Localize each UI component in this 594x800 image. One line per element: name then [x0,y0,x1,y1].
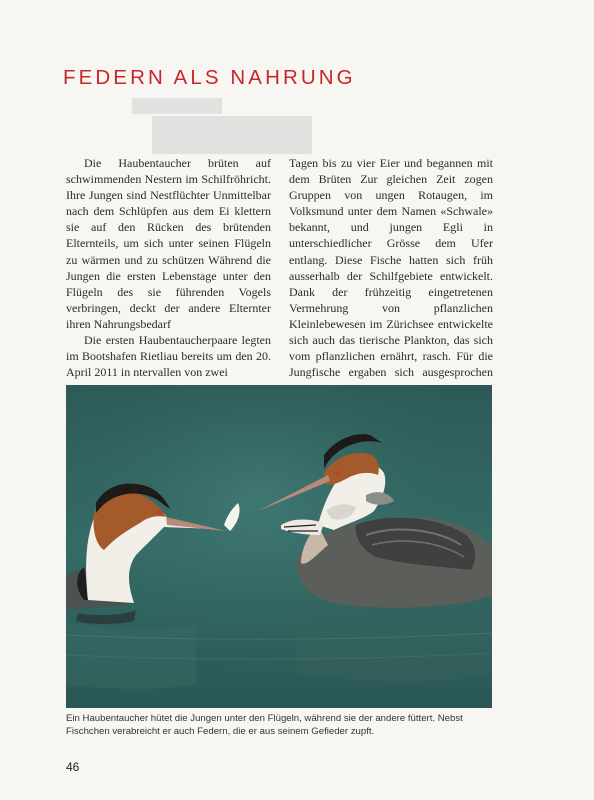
water-reflection [296,611,492,682]
paragraph: Tagen bis zu vier Eier und begannen mit dem Brüten Zur gleichen Zeit zogen Gruppen von ungen Rotaugen, im Volksmund unter dem Namen «Schwale» bekannt, und jungen Egli in unterschiedlicher Grösse dem Ufer entlang. Diese Fische hatten sich früh ausserhalb der Schilfgebiete entwickelt. Dank der frühzeitig eingetretenen Vermehrung von pflanzlichen Kleinlebewesen im Zürichsee entwickelte sich auch das tierische Plankton, das sich vom pflanzlichen ernährt, rasch. Für die Jungfische ergaben sich ausgesprochen [289,156,493,380]
grebe-photo [66,385,492,708]
paragraph: Die Haubentaucher brüten auf schwimmenden Nestern im Schilfröhricht. Ihre Jungen sind Nestflüchter Unmittelbar nach dem Schlüpfen aus dem Ei klettern sie auf den Rücken des brütenden Elternteils, um sich unter seinen Flügeln zu wärmen und zu schützen Während die Jungen die ersten Lebenstage unter den Flügeln des sie führenden Vogels verbringen, deckt der andere Elternter ihren Nahrungsbedarf [66,156,271,331]
page-number: 46 [66,760,80,774]
grebe-photo-illustration [66,385,492,708]
text-column-right [289,155,493,396]
paragraph: Die ersten Haubentaucherpaare legten im Bootshafen Rietliau bereits um den 20. April 2011 in ntervallen von zwei [66,333,271,380]
page-heading: FEDERN ALS NAHRUNG [63,66,356,89]
photo-caption: Ein Haubentaucher hütet die Jungen unter den Flügeln, während sie der andere füttert. Nebst Fischchen verabreicht er auch Federn, die er aus seinem Gefieder zupft. [66,713,463,738]
text-column-left [66,155,271,380]
show-through-ghost-image [112,98,322,156]
